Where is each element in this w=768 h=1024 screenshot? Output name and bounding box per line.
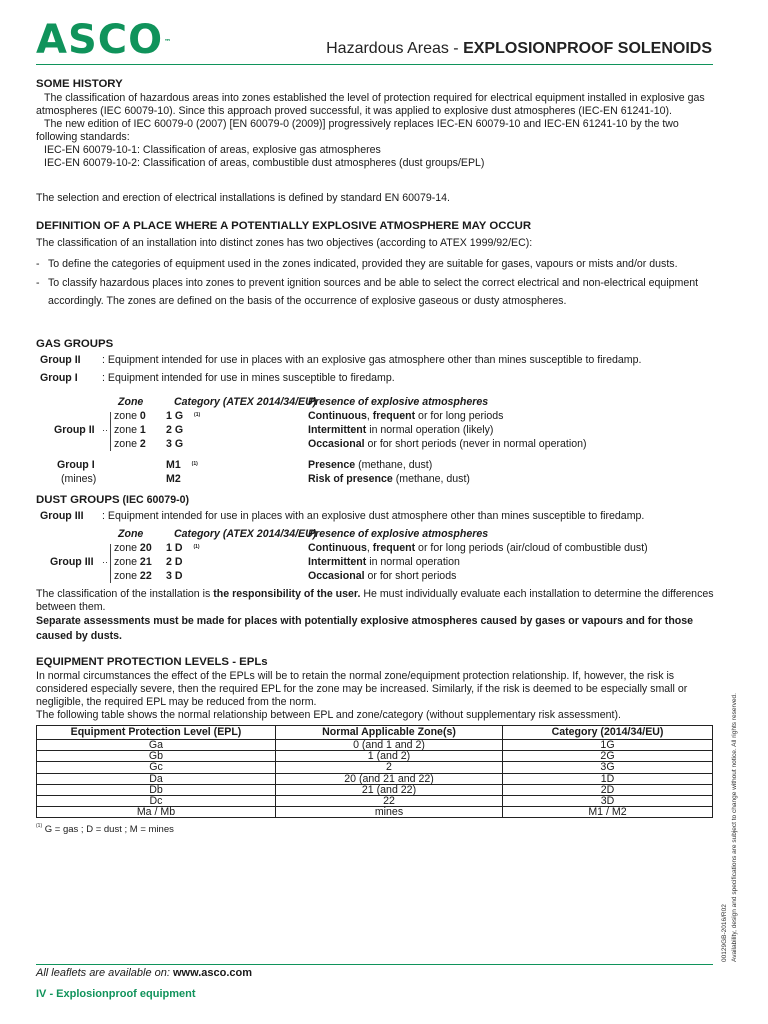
- dust-cat-3d: 3 D: [166, 570, 183, 582]
- leader-dots: ··: [102, 425, 108, 435]
- epl-footnote: $^{(1)}$ G = gas ; D = dust ; M = mines: [36, 823, 174, 835]
- asco-logo: [36, 17, 173, 63]
- list-item: - To define the categories of equipment used in the zones indicated, provided they are suitable for gases, vapours or mists and/or dusts.: [36, 255, 714, 273]
- gas-zone-1: zone 1: [114, 424, 146, 436]
- epl-table: [36, 725, 713, 818]
- definition-bullets: [36, 255, 714, 310]
- page-title: [326, 40, 712, 58]
- table-row: Gc 2 3G: [37, 762, 713, 773]
- col-presence: Presence of explosive atmospheres: [308, 396, 489, 408]
- group-i-desc: : Equipment intended for use in mines susceptible to firedamp.: [102, 372, 395, 384]
- definition-heading: DEFINITION OF A PLACE WHERE A POTENTIALLY EXPLOSIVE ATMOSPHERE MAY OCCUR: [36, 220, 532, 232]
- epl-para-2: The following table shows the normal relationship between EPL and zone/category (without supplementary risk assessment).: [36, 709, 621, 721]
- col-zone: Zone: [118, 528, 144, 540]
- group-i-sub: (mines): [61, 473, 97, 485]
- trademark-icon: ™: [164, 38, 173, 46]
- gas-cat-3g: 3 G: [166, 438, 184, 450]
- col-zones: Normal Applicable Zone(s): [276, 726, 503, 740]
- table-row: Ga 0 (and 1 and 2) 1G: [37, 740, 713, 751]
- group-iii-desc: : Equipment intended for use in places with an explosive dust atmosphere other than mines susceptible to firedamp.: [102, 510, 645, 522]
- mine-presence-m2: Risk of presence (methane, dust): [308, 473, 470, 485]
- col-epl: Equipment Protection Level (EPL): [37, 726, 276, 740]
- document-code: 00129GB-2016/R02: [721, 904, 728, 962]
- footer-divider: [36, 964, 713, 965]
- gas-presence-0: Continuous, frequent or for long periods: [308, 410, 504, 422]
- epl-text: [36, 670, 714, 722]
- history-para-1: The classification of hazardous areas into zones established the level of protection required for electrical equipment installed in explosive gas atmospheres (IEC 60079-10). Since this approach proved successful, it was applied to explosive dust atmospheres (IEC-EN 61241-10).: [36, 92, 705, 117]
- separate-assessment-text: Separate assessments must be made for places with potentially explosive atmospheres caused by gases or vapours and for those caused by dusts.: [36, 615, 694, 642]
- epl-heading: EQUIPMENT PROTECTION LEVELS - EPLs: [36, 656, 268, 668]
- epl-para-1: In normal circumstances the effect of the EPLs will be to retain the normal zone/equipment protection relationship. If, however, the risk is considered especially severe, then the required EPL for the zone may be increased. Similarly, if the risk is deemed to be especially small or negligible, the required EPL may be reduced from the norm.: [36, 670, 688, 708]
- history-para-2: The new edition of IEC 60079-0 (2007) [EN 60079-0 (2009)] progressively replaces IEC-EN 60079-10 and IEC-EN 61241-10 by the two following standards:: [36, 118, 679, 143]
- col-zone: Zone: [118, 396, 144, 408]
- list-item: - To classify hazardous places into zones to prevent ignition sources and be able to select the correct electrical and non-electrical equipment accordingly. The zones are defined on the basis of the occurrence of explosive gaseous or dusty atmospheres.: [36, 274, 714, 310]
- bullet-dash: -: [36, 258, 40, 270]
- history-text: [36, 92, 714, 170]
- group-i-name: Group I: [40, 372, 78, 384]
- group-i-label: Group I: [57, 459, 95, 471]
- table-row: Dc 22 3D: [37, 796, 713, 807]
- group-iii-name: Group III: [40, 510, 84, 522]
- group-ii-label: Group II: [54, 424, 95, 436]
- dust-zone-20: zone 20: [114, 542, 152, 554]
- title-light: Hazardous Areas -: [326, 40, 464, 57]
- history-heading: SOME HISTORY: [36, 78, 123, 90]
- bullet-dash: -: [36, 277, 40, 289]
- history-standard-1: IEC-EN 60079-10-1: Classification of areas, explosive gas atmospheres: [44, 144, 381, 156]
- gas-zone-0: zone 0: [114, 410, 146, 422]
- mine-cat-m2: M2: [166, 473, 181, 485]
- footer-section: IV - Explosionproof equipment: [36, 988, 196, 1000]
- dust-presence-21: Intermittent in normal operation: [308, 556, 460, 568]
- table-row: Da 20 (and 21 and 22) 1D: [37, 773, 713, 784]
- mine-presence-m1: Presence (methane, dust): [308, 459, 433, 471]
- gas-presence-1: Intermittent in normal operation (likely): [308, 424, 494, 436]
- dust-cat-2d: 2 D: [166, 556, 183, 568]
- group-ii-desc: : Equipment intended for use in places with an explosive gas atmosphere other than mines susceptible to firedamp.: [102, 354, 642, 366]
- col-presence: Presence of explosive atmospheres: [308, 528, 489, 540]
- group-bracket: [110, 412, 111, 451]
- gas-cat-2g: 2 G: [166, 424, 184, 436]
- dust-presence-20: Continuous, frequent or for long periods (air/cloud of combustible dust): [308, 542, 648, 554]
- dust-zone-22: zone 22: [114, 570, 152, 582]
- col-category: Category (2014/34/EU): [503, 726, 713, 740]
- leader-dots: ··: [102, 557, 108, 567]
- dust-zone-21: zone 21: [114, 556, 152, 568]
- gas-zone-2: zone 2: [114, 438, 146, 450]
- table-row: Ma / Mb mines M1 / M2: [37, 807, 713, 818]
- history-standard-2: IEC-EN 60079-10-2: Classification of areas, combustible dust atmospheres (dust groups/EPL): [44, 157, 485, 169]
- responsibility-text: The classification of the installation is the responsibility of the user. He must individually evaluate each installation to determine the differences between them.: [36, 588, 714, 613]
- table-header-row: [37, 726, 713, 740]
- group-iii-label: Group III: [50, 556, 94, 568]
- logo-text: ASCO: [36, 17, 164, 63]
- dust-group-definition: [0, 510, 768, 526]
- dust-presence-22: Occasional or for short periods: [308, 570, 457, 582]
- legal-notice: Availability, design and specifications are subject to change without notice. All rights reserved.: [731, 693, 738, 962]
- title-bold: EXPLOSIONPROOF SOLENOIDS: [463, 40, 712, 57]
- table-row: Gb 1 (and 2) 2G: [37, 751, 713, 762]
- gas-group-definitions: [0, 354, 768, 394]
- definition-intro: The classification of an installation into distinct zones has two objectives (according to ATEX 1999/92/EC):: [36, 237, 533, 249]
- gas-heading: GAS GROUPS: [36, 338, 114, 350]
- gas-cat-1g: 1 G $^{(1)}$: [166, 410, 201, 422]
- gas-zone-table: [0, 396, 768, 488]
- col-category: Category (ATEX 2014/34/EU): [174, 528, 317, 540]
- dust-heading: DUST GROUPS (IEC 60079-0): [36, 494, 190, 506]
- header-divider: [36, 64, 713, 65]
- footer-url[interactable]: www.asco.com: [172, 967, 253, 979]
- dust-cat-1d: 1 D $^{(1)}$: [166, 542, 200, 554]
- footer-leaflets: All leaflets are available on: www.asco.com: [36, 967, 253, 979]
- dust-zone-table: [0, 528, 768, 586]
- group-bracket: [110, 544, 111, 583]
- mine-cat-m1: M1 $^{(1)}$: [166, 459, 198, 471]
- col-category: Category (ATEX 2014/34/EU): [174, 396, 317, 408]
- group-ii-name: Group II: [40, 354, 81, 366]
- table-row: Db 21 (and 22) 2D: [37, 784, 713, 795]
- gas-presence-2: Occasional or for short periods (never in normal operation): [308, 438, 587, 450]
- history-selection: The selection and erection of electrical installations is defined by standard EN 60079-14.: [36, 192, 450, 204]
